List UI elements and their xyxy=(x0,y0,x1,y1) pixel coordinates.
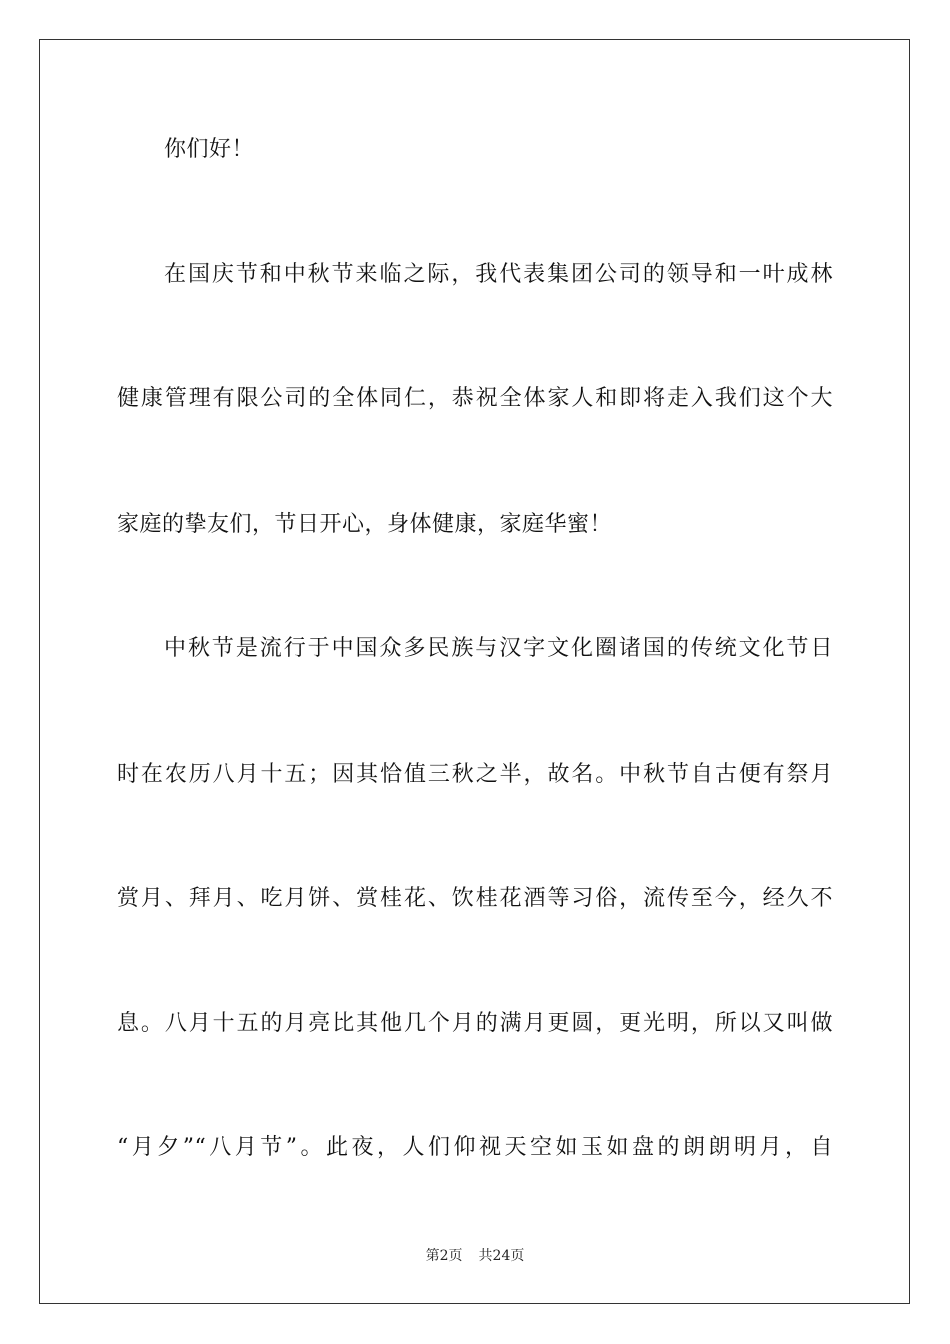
page-footer xyxy=(0,1247,950,1265)
paragraph-2-line-4: 息。八月十五的月亮比其他几个月的满月更圆，更光明，所以又叫做 xyxy=(117,1011,833,1036)
paragraph-2-line-1: 中秋节是流行于中国众多民族与汉字文化圈诸国的传统文化节日 xyxy=(164,636,833,661)
page-total: 共24页 xyxy=(478,1248,525,1264)
paragraph-2-line-5: “月夕”“八月节”。此夜，人们仰视天空如玉如盘的朗朗明月，自 xyxy=(117,1135,833,1160)
paragraph-1-line-2: 健康管理有限公司的全体同仁，恭祝全体家人和即将走入我们这个大 xyxy=(117,386,833,411)
page-border xyxy=(39,39,910,1304)
paragraph-1-line-3: 家庭的挚友们，节日开心，身体健康，家庭华蜜！ xyxy=(117,512,613,537)
greeting-line: 你们好！ xyxy=(164,137,255,162)
paragraph-2-line-2: 时在农历八月十五；因其恰值三秋之半，故名。中秋节自古便有祭月 xyxy=(117,762,833,787)
paragraph-2-line-3: 赏月、拜月、吃月饼、赏桂花、饮桂花酒等习俗，流传至今，经久不 xyxy=(117,886,833,911)
paragraph-1-line-1: 在国庆节和中秋节来临之际，我代表集团公司的领导和一叶成林 xyxy=(164,262,833,287)
page-number: 第2页 xyxy=(425,1248,463,1264)
